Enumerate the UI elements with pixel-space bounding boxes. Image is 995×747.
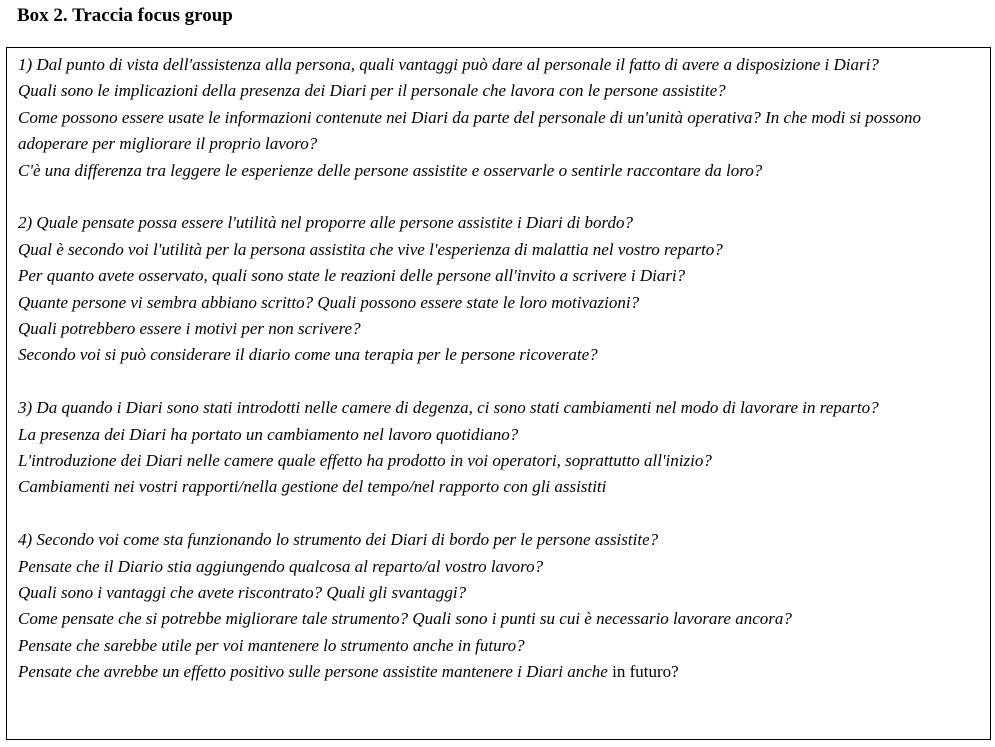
question-line: Per quanto avete osservato, quali sono state le reazioni delle persone all'invito a scrivere i Diari? (18, 266, 686, 286)
question-line: Quali sono i vantaggi che avete riscontrato? Quali gli svantaggi? (18, 583, 467, 603)
question-line: Come possono essere usate le informazioni contenute nei Diari da parte del personale di un'unità operativa? In che modi si possono adoperare per migliorare il proprio lavoro? (18, 107, 921, 154)
question-line: C'è una differenza tra leggere le esperienze delle persone assistite e osservarle o sentirle raccontare da loro? (18, 160, 763, 180)
question-line: Come pensate che si potrebbe migliorare tale strumento? Quali sono i punti su cui è necessario lavorare ancora? (18, 609, 792, 629)
question-2-intro: 2) Quale pensate possa essere l'utilità nel proporre alle persone assistite i Diari di bordo? (18, 213, 633, 233)
question-line: L'introduzione dei Diari nelle camere quale effetto ha prodotto in voi operatori, soprattutto all'inizio? (18, 451, 712, 471)
question-line-last (18, 659, 982, 685)
question-line: Pensate che sarebbe utile per voi mantenere lo strumento anche in futuro? (18, 635, 525, 655)
question-line: Secondo voi si può considerare il diario come una terapia per le persone ricoverate? (18, 345, 598, 365)
question-4-intro: 4) Secondo voi come sta funzionando lo strumento dei Diari di bordo per le persone assistite? (18, 530, 659, 550)
question-line: Cambiamenti nei vostri rapporti/nella gestione del tempo/nel rapporto con gli assistiti (18, 477, 607, 497)
box-title: Box 2. Traccia focus group (17, 5, 233, 26)
question-1-intro: 1) Dal punto di vista dell'assistenza alla persona, quali vantaggi può dare al personale il fatto di avere a disposizione i Diari? (18, 55, 879, 74)
question-line: Quali sono le implicazioni della presenza dei Diari per il personale che lavora con le persone assistite? (18, 81, 726, 101)
question-3-intro: 3) Da quando i Diari sono stati introdotti nelle camere di degenza, ci sono stati cambiamenti nel modo di lavorare in reparto? (18, 398, 879, 418)
question-line: Quante persone vi sembra abbiano scritto? Quali possono essere state le loro motivazioni? (18, 292, 640, 312)
question-line: Quali potrebbero essere i motivi per non scrivere? (18, 319, 361, 339)
section-2 (18, 210, 982, 368)
last-line-upright: in futuro? (607, 662, 679, 682)
section-4 (18, 527, 982, 685)
focus-group-box (6, 47, 991, 740)
question-line: La presenza dei Diari ha portato un cambiamento nel lavoro quotidiano? (18, 424, 519, 444)
question-line: Qual è secondo voi l'utilità per la persona assistita che vive l'esperienza di malattia nel vostro reparto? (18, 239, 723, 259)
section-1 (18, 52, 982, 184)
box-content (18, 52, 982, 686)
question-line: Pensate che il Diario stia aggiungendo qualcosa al reparto/al vostro lavoro? (18, 556, 544, 576)
last-line-italic: Pensate che avrebbe un effetto positivo sulle persone assistite mantenere i Diari anche (18, 662, 608, 682)
section-3 (18, 395, 982, 501)
